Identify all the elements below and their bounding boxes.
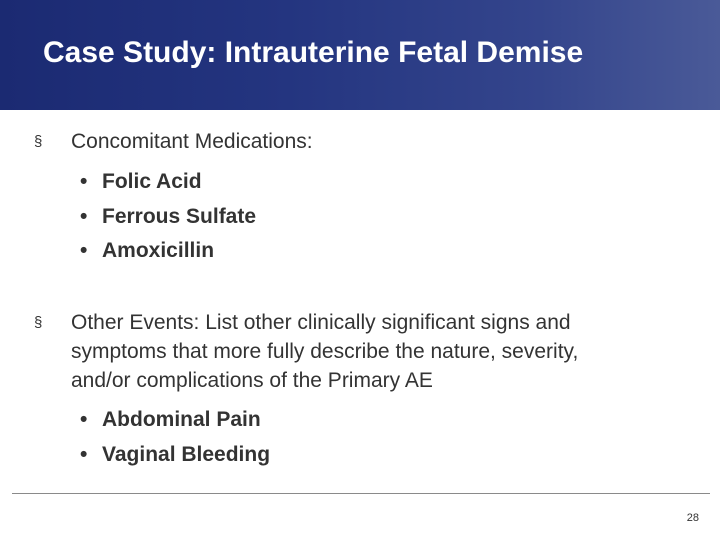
section2-heading xyxy=(71,308,578,395)
bullet-marker-2: § xyxy=(34,314,43,331)
list-item: • Abdominal Pain xyxy=(80,408,261,431)
title-bar xyxy=(0,0,720,110)
page-number: 28 xyxy=(686,512,699,524)
section2-heading-line-1: Other Events: List other clinically significant signs and xyxy=(71,311,571,334)
list-item: • Folic Acid xyxy=(80,170,202,193)
bullet-marker-1: § xyxy=(34,133,43,150)
section1-heading: Concomitant Medications: xyxy=(71,130,313,153)
section2-list xyxy=(80,403,270,472)
section2-heading-line-2: symptoms that more fully describe the nature, severity, xyxy=(71,340,579,363)
list-item: • Amoxicillin xyxy=(80,239,215,262)
list-item: • Vaginal Bleeding xyxy=(80,442,271,466)
section1-list xyxy=(80,165,256,269)
slide-title: Case Study: Intrauterine Fetal Demise xyxy=(43,36,584,69)
list-item: • Ferrous Sulfate xyxy=(80,204,257,228)
section2-heading-line-3: and/or complications of the Primary AE xyxy=(71,369,433,392)
footer-divider xyxy=(12,493,710,494)
